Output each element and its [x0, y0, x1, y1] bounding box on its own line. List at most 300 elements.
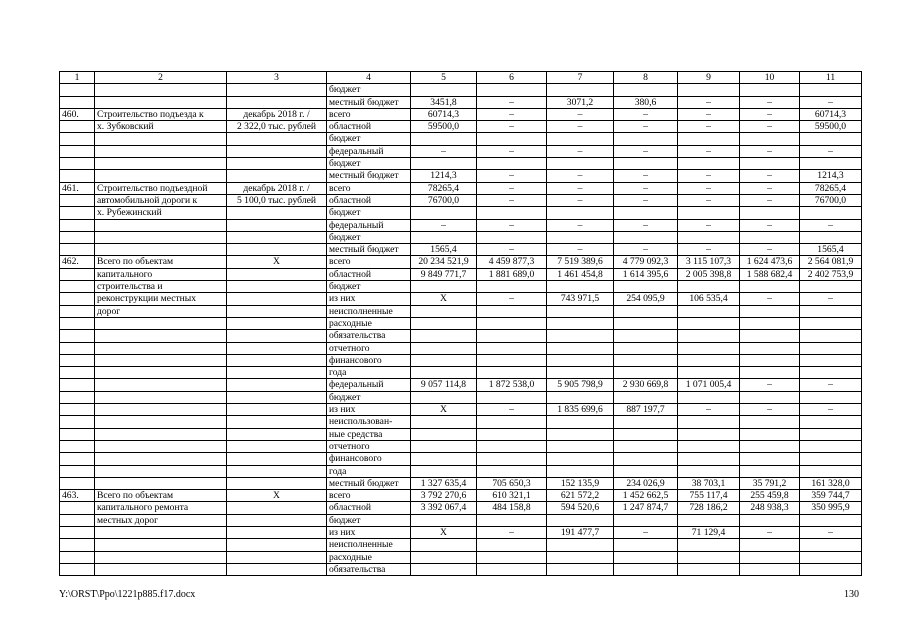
- amount-cell: [800, 281, 862, 293]
- deadline-cost-cell: [227, 244, 327, 256]
- column-number-cell: 6: [477, 72, 547, 84]
- amount-cell: [678, 391, 740, 403]
- amount-cell: 1 247 874,7: [614, 502, 678, 514]
- amount-cell: –: [740, 379, 800, 391]
- amount-cell: –: [614, 526, 678, 538]
- amount-cell: [547, 453, 614, 465]
- amount-cell: –: [678, 194, 740, 206]
- funding-source-cell: местный бюджет: [327, 96, 411, 108]
- amount-cell: [614, 465, 678, 477]
- amount-cell: [614, 453, 678, 465]
- object-name-cell: [95, 379, 227, 391]
- table-row: [60, 416, 862, 428]
- amount-cell: –: [740, 526, 800, 538]
- table-row: [60, 367, 862, 379]
- amount-cell: [411, 330, 477, 342]
- object-name-cell: [95, 219, 227, 231]
- row-number-cell: 462.: [60, 256, 95, 268]
- table-row: [60, 551, 862, 563]
- amount-cell: –: [614, 182, 678, 194]
- table-row: [60, 514, 862, 526]
- amount-cell: –: [477, 170, 547, 182]
- table-row: [60, 490, 862, 502]
- funding-source-cell: обязательства: [327, 563, 411, 575]
- table-row: [60, 453, 862, 465]
- amount-cell: [477, 416, 547, 428]
- amount-cell: –: [740, 96, 800, 108]
- amount-cell: 743 971,5: [547, 293, 614, 305]
- amount-cell: [800, 84, 862, 96]
- object-name-cell: [95, 317, 227, 329]
- table-row: [60, 305, 862, 317]
- row-number-cell: [60, 551, 95, 563]
- object-name-cell: капитального: [95, 268, 227, 280]
- funding-source-cell: ные средства: [327, 428, 411, 440]
- funding-source-cell: отчетного: [327, 440, 411, 452]
- amount-cell: 5 905 798,9: [547, 379, 614, 391]
- amount-cell: [614, 563, 678, 575]
- amount-cell: 38 703,1: [678, 477, 740, 489]
- amount-cell: [678, 539, 740, 551]
- amount-cell: [547, 158, 614, 170]
- deadline-cost-cell: [227, 281, 327, 293]
- amount-cell: –: [740, 170, 800, 182]
- amount-cell: [614, 330, 678, 342]
- amount-cell: [740, 133, 800, 145]
- amount-cell: [547, 281, 614, 293]
- amount-cell: 3 792 270,6: [411, 490, 477, 502]
- table-row: [60, 194, 862, 206]
- table-row: [60, 219, 862, 231]
- amount-cell: [411, 158, 477, 170]
- amount-cell: 2 930 669,8: [614, 379, 678, 391]
- table-row: [60, 330, 862, 342]
- amount-cell: –: [614, 108, 678, 120]
- amount-cell: [800, 428, 862, 440]
- amount-cell: [477, 428, 547, 440]
- funding-source-cell: расходные: [327, 551, 411, 563]
- deadline-cost-cell: [227, 453, 327, 465]
- amount-cell: 248 938,3: [740, 502, 800, 514]
- funding-source-cell: года: [327, 367, 411, 379]
- amount-cell: [614, 281, 678, 293]
- deadline-cost-cell: [227, 84, 327, 96]
- amount-cell: 1 327 635,4: [411, 477, 477, 489]
- row-number-cell: [60, 354, 95, 366]
- object-name-cell: [95, 551, 227, 563]
- funding-source-cell: областной: [327, 194, 411, 206]
- amount-cell: 1 461 454,8: [547, 268, 614, 280]
- funding-source-cell: федеральный: [327, 219, 411, 231]
- amount-cell: –: [477, 404, 547, 416]
- table-row: [60, 121, 862, 133]
- amount-cell: 9 057 114,8: [411, 379, 477, 391]
- table-row: [60, 182, 862, 194]
- deadline-cost-cell: [227, 563, 327, 575]
- amount-cell: 380,6: [614, 96, 678, 108]
- amount-cell: [411, 367, 477, 379]
- amount-cell: [477, 133, 547, 145]
- amount-cell: [740, 207, 800, 219]
- row-number-cell: [60, 526, 95, 538]
- amount-cell: –: [614, 244, 678, 256]
- amount-cell: 78265,4: [411, 182, 477, 194]
- object-name-cell: [95, 96, 227, 108]
- row-number-cell: [60, 317, 95, 329]
- amount-cell: [678, 354, 740, 366]
- object-name-cell: реконструкции местных: [95, 293, 227, 305]
- deadline-cost-cell: [227, 404, 327, 416]
- amount-cell: [678, 305, 740, 317]
- amount-cell: –: [740, 293, 800, 305]
- amount-cell: –: [477, 96, 547, 108]
- amount-cell: –: [614, 145, 678, 157]
- amount-cell: [740, 440, 800, 452]
- amount-cell: 1565,4: [411, 244, 477, 256]
- amount-cell: [800, 330, 862, 342]
- amount-cell: [411, 563, 477, 575]
- amount-cell: 3451,8: [411, 96, 477, 108]
- amount-cell: –: [800, 219, 862, 231]
- amount-cell: [740, 305, 800, 317]
- table-row: [60, 539, 862, 551]
- amount-cell: –: [740, 244, 800, 256]
- amount-cell: [678, 317, 740, 329]
- row-number-cell: 460.: [60, 108, 95, 120]
- amount-cell: 71 129,4: [678, 526, 740, 538]
- table-row: [60, 354, 862, 366]
- deadline-cost-cell: [227, 145, 327, 157]
- table-row: [60, 428, 862, 440]
- amount-cell: [411, 342, 477, 354]
- amount-cell: [411, 354, 477, 366]
- amount-cell: 1 614 395,6: [614, 268, 678, 280]
- funding-source-cell: из них: [327, 526, 411, 538]
- deadline-cost-cell: 5 100,0 тыс. рублей: [227, 194, 327, 206]
- amount-cell: [547, 231, 614, 243]
- amount-cell: –: [477, 182, 547, 194]
- amount-cell: [740, 514, 800, 526]
- amount-cell: –: [678, 182, 740, 194]
- amount-cell: [477, 440, 547, 452]
- amount-cell: 254 095,9: [614, 293, 678, 305]
- amount-cell: 35 791,2: [740, 477, 800, 489]
- amount-cell: –: [547, 108, 614, 120]
- amount-cell: [411, 465, 477, 477]
- amount-cell: [800, 207, 862, 219]
- amount-cell: [477, 207, 547, 219]
- amount-cell: [678, 281, 740, 293]
- amount-cell: –: [800, 293, 862, 305]
- amount-cell: [614, 539, 678, 551]
- row-number-cell: [60, 268, 95, 280]
- funding-source-cell: бюджет: [327, 391, 411, 403]
- amount-cell: [740, 391, 800, 403]
- row-number-cell: [60, 133, 95, 145]
- amount-cell: –: [477, 293, 547, 305]
- table-row: [60, 440, 862, 452]
- amount-cell: [547, 207, 614, 219]
- amount-cell: 9 849 771,7: [411, 268, 477, 280]
- object-name-cell: дорог: [95, 305, 227, 317]
- row-number-cell: [60, 231, 95, 243]
- amount-cell: [740, 84, 800, 96]
- amount-cell: [411, 514, 477, 526]
- deadline-cost-cell: декабрь 2018 г. /: [227, 182, 327, 194]
- funding-source-cell: бюджет: [327, 158, 411, 170]
- amount-cell: 3 392 067,4: [411, 502, 477, 514]
- amount-cell: [800, 305, 862, 317]
- table-row: [60, 293, 862, 305]
- deadline-cost-cell: [227, 477, 327, 489]
- amount-cell: 106 535,4: [678, 293, 740, 305]
- amount-cell: [800, 453, 862, 465]
- funding-source-cell: всего: [327, 256, 411, 268]
- amount-cell: –: [477, 194, 547, 206]
- object-name-cell: х. Рубежинский: [95, 207, 227, 219]
- amount-cell: [477, 281, 547, 293]
- amount-cell: [614, 416, 678, 428]
- row-number-cell: [60, 330, 95, 342]
- column-number-cell: 4: [327, 72, 411, 84]
- row-number-cell: [60, 539, 95, 551]
- amount-cell: 1 624 473,6: [740, 256, 800, 268]
- amount-cell: –: [678, 145, 740, 157]
- amount-cell: –: [477, 244, 547, 256]
- table-row: [60, 244, 862, 256]
- object-name-cell: [95, 244, 227, 256]
- deadline-cost-cell: [227, 514, 327, 526]
- row-number-cell: [60, 477, 95, 489]
- amount-cell: [477, 342, 547, 354]
- amount-cell: [740, 563, 800, 575]
- amount-cell: [411, 84, 477, 96]
- table-row: [60, 158, 862, 170]
- deadline-cost-cell: [227, 428, 327, 440]
- amount-cell: [678, 330, 740, 342]
- amount-cell: 3 115 107,3: [678, 256, 740, 268]
- object-name-cell: [95, 158, 227, 170]
- amount-cell: [800, 465, 862, 477]
- funding-source-cell: местный бюджет: [327, 477, 411, 489]
- amount-cell: –: [614, 219, 678, 231]
- deadline-cost-cell: [227, 219, 327, 231]
- amount-cell: –: [678, 404, 740, 416]
- amount-cell: –: [411, 219, 477, 231]
- amount-cell: 1 452 662,5: [614, 490, 678, 502]
- amount-cell: [800, 231, 862, 243]
- object-name-cell: [95, 133, 227, 145]
- table-row: [60, 84, 862, 96]
- object-name-cell: х. Зубковский: [95, 121, 227, 133]
- amount-cell: [800, 514, 862, 526]
- document-path: Y:\ORST\Ppo\1221p885.f17.docx: [59, 589, 196, 600]
- amount-cell: 755 117,4: [678, 490, 740, 502]
- table-row: [60, 379, 862, 391]
- table-row: [60, 133, 862, 145]
- amount-cell: –: [547, 219, 614, 231]
- amount-cell: [547, 514, 614, 526]
- amount-cell: 1214,3: [800, 170, 862, 182]
- amount-cell: 594 520,6: [547, 502, 614, 514]
- table-row: [60, 170, 862, 182]
- amount-cell: 76700,0: [411, 194, 477, 206]
- amount-cell: [477, 330, 547, 342]
- amount-cell: –: [477, 108, 547, 120]
- funding-source-cell: неиспользован-: [327, 416, 411, 428]
- amount-cell: 7 519 389,6: [547, 256, 614, 268]
- deadline-cost-cell: декабрь 2018 г. /: [227, 108, 327, 120]
- row-number-cell: [60, 158, 95, 170]
- deadline-cost-cell: [227, 354, 327, 366]
- amount-cell: [740, 231, 800, 243]
- amount-cell: –: [800, 145, 862, 157]
- amount-cell: –: [477, 121, 547, 133]
- deadline-cost-cell: [227, 539, 327, 551]
- amount-cell: [477, 539, 547, 551]
- amount-cell: [800, 391, 862, 403]
- amount-cell: –: [800, 96, 862, 108]
- amount-cell: 1 835 699,6: [547, 404, 614, 416]
- amount-cell: [477, 514, 547, 526]
- row-number-cell: [60, 219, 95, 231]
- row-number-cell: [60, 367, 95, 379]
- amount-cell: –: [740, 121, 800, 133]
- funding-source-cell: финансового: [327, 354, 411, 366]
- amount-cell: [678, 551, 740, 563]
- row-number-cell: [60, 281, 95, 293]
- amount-cell: 59500,0: [411, 121, 477, 133]
- table-row: [60, 317, 862, 329]
- amount-cell: 484 158,8: [477, 502, 547, 514]
- table-row: [60, 563, 862, 575]
- deadline-cost-cell: [227, 268, 327, 280]
- amount-cell: [477, 231, 547, 243]
- amount-cell: [477, 551, 547, 563]
- amount-cell: [477, 563, 547, 575]
- amount-cell: 60714,3: [411, 108, 477, 120]
- funding-source-cell: отчетного: [327, 342, 411, 354]
- amount-cell: 887 197,7: [614, 404, 678, 416]
- amount-cell: [411, 305, 477, 317]
- funding-source-cell: года: [327, 465, 411, 477]
- amount-cell: Х: [411, 404, 477, 416]
- amount-cell: [477, 453, 547, 465]
- object-name-cell: Всего по объектам: [95, 256, 227, 268]
- object-name-cell: капитального ремонта: [95, 502, 227, 514]
- funding-source-cell: местный бюджет: [327, 244, 411, 256]
- amount-cell: [477, 317, 547, 329]
- table-row: [60, 96, 862, 108]
- amount-cell: [411, 317, 477, 329]
- amount-cell: 610 321,1: [477, 490, 547, 502]
- deadline-cost-cell: [227, 342, 327, 354]
- funding-source-cell: бюджет: [327, 133, 411, 145]
- deadline-cost-cell: [227, 526, 327, 538]
- amount-cell: –: [678, 244, 740, 256]
- amount-cell: [411, 539, 477, 551]
- amount-cell: [477, 84, 547, 96]
- object-name-cell: [95, 465, 227, 477]
- amount-cell: [614, 551, 678, 563]
- amount-cell: [547, 551, 614, 563]
- amount-cell: 621 572,2: [547, 490, 614, 502]
- amount-cell: 1 588 682,4: [740, 268, 800, 280]
- row-number-cell: [60, 428, 95, 440]
- amount-cell: [740, 342, 800, 354]
- amount-cell: [740, 354, 800, 366]
- table-row: [60, 404, 862, 416]
- amount-cell: [678, 465, 740, 477]
- amount-cell: –: [740, 194, 800, 206]
- amount-cell: [614, 207, 678, 219]
- object-name-cell: строительства и: [95, 281, 227, 293]
- amount-cell: [800, 158, 862, 170]
- amount-cell: 161 328,0: [800, 477, 862, 489]
- amount-cell: [614, 342, 678, 354]
- amount-cell: [614, 84, 678, 96]
- table-row: [60, 108, 862, 120]
- amount-cell: [614, 305, 678, 317]
- object-name-cell: Строительство подъездной: [95, 182, 227, 194]
- funding-source-cell: бюджет: [327, 207, 411, 219]
- row-number-cell: [60, 514, 95, 526]
- row-number-cell: [60, 563, 95, 575]
- funding-source-cell: расходные: [327, 317, 411, 329]
- table-row: [60, 256, 862, 268]
- table-row: [60, 526, 862, 538]
- amount-cell: [678, 440, 740, 452]
- object-name-cell: местных дорог: [95, 514, 227, 526]
- deadline-cost-cell: [227, 379, 327, 391]
- funding-source-cell: федеральный: [327, 145, 411, 157]
- amount-cell: [547, 342, 614, 354]
- amount-cell: [678, 367, 740, 379]
- amount-cell: [678, 158, 740, 170]
- funding-source-cell: всего: [327, 490, 411, 502]
- object-name-cell: автомобильной дороги к: [95, 194, 227, 206]
- object-name-cell: [95, 391, 227, 403]
- object-name-cell: [95, 539, 227, 551]
- object-name-cell: [95, 170, 227, 182]
- deadline-cost-cell: [227, 367, 327, 379]
- amount-cell: –: [740, 182, 800, 194]
- amount-cell: [740, 428, 800, 440]
- row-number-cell: [60, 404, 95, 416]
- amount-cell: 1214,3: [411, 170, 477, 182]
- amount-cell: –: [740, 404, 800, 416]
- amount-cell: [614, 133, 678, 145]
- amount-cell: [411, 391, 477, 403]
- amount-cell: –: [740, 219, 800, 231]
- amount-cell: [477, 391, 547, 403]
- amount-cell: [547, 428, 614, 440]
- amount-cell: [800, 563, 862, 575]
- object-name-cell: [95, 330, 227, 342]
- object-name-cell: [95, 453, 227, 465]
- amount-cell: –: [740, 108, 800, 120]
- amount-cell: –: [477, 526, 547, 538]
- amount-cell: –: [547, 145, 614, 157]
- amount-cell: Х: [411, 526, 477, 538]
- amount-cell: [740, 158, 800, 170]
- deadline-cost-cell: [227, 440, 327, 452]
- amount-cell: [411, 440, 477, 452]
- deadline-cost-cell: [227, 502, 327, 514]
- row-number-cell: 463.: [60, 490, 95, 502]
- amount-cell: 2 402 753,9: [800, 268, 862, 280]
- amount-cell: 2 564 081,9: [800, 256, 862, 268]
